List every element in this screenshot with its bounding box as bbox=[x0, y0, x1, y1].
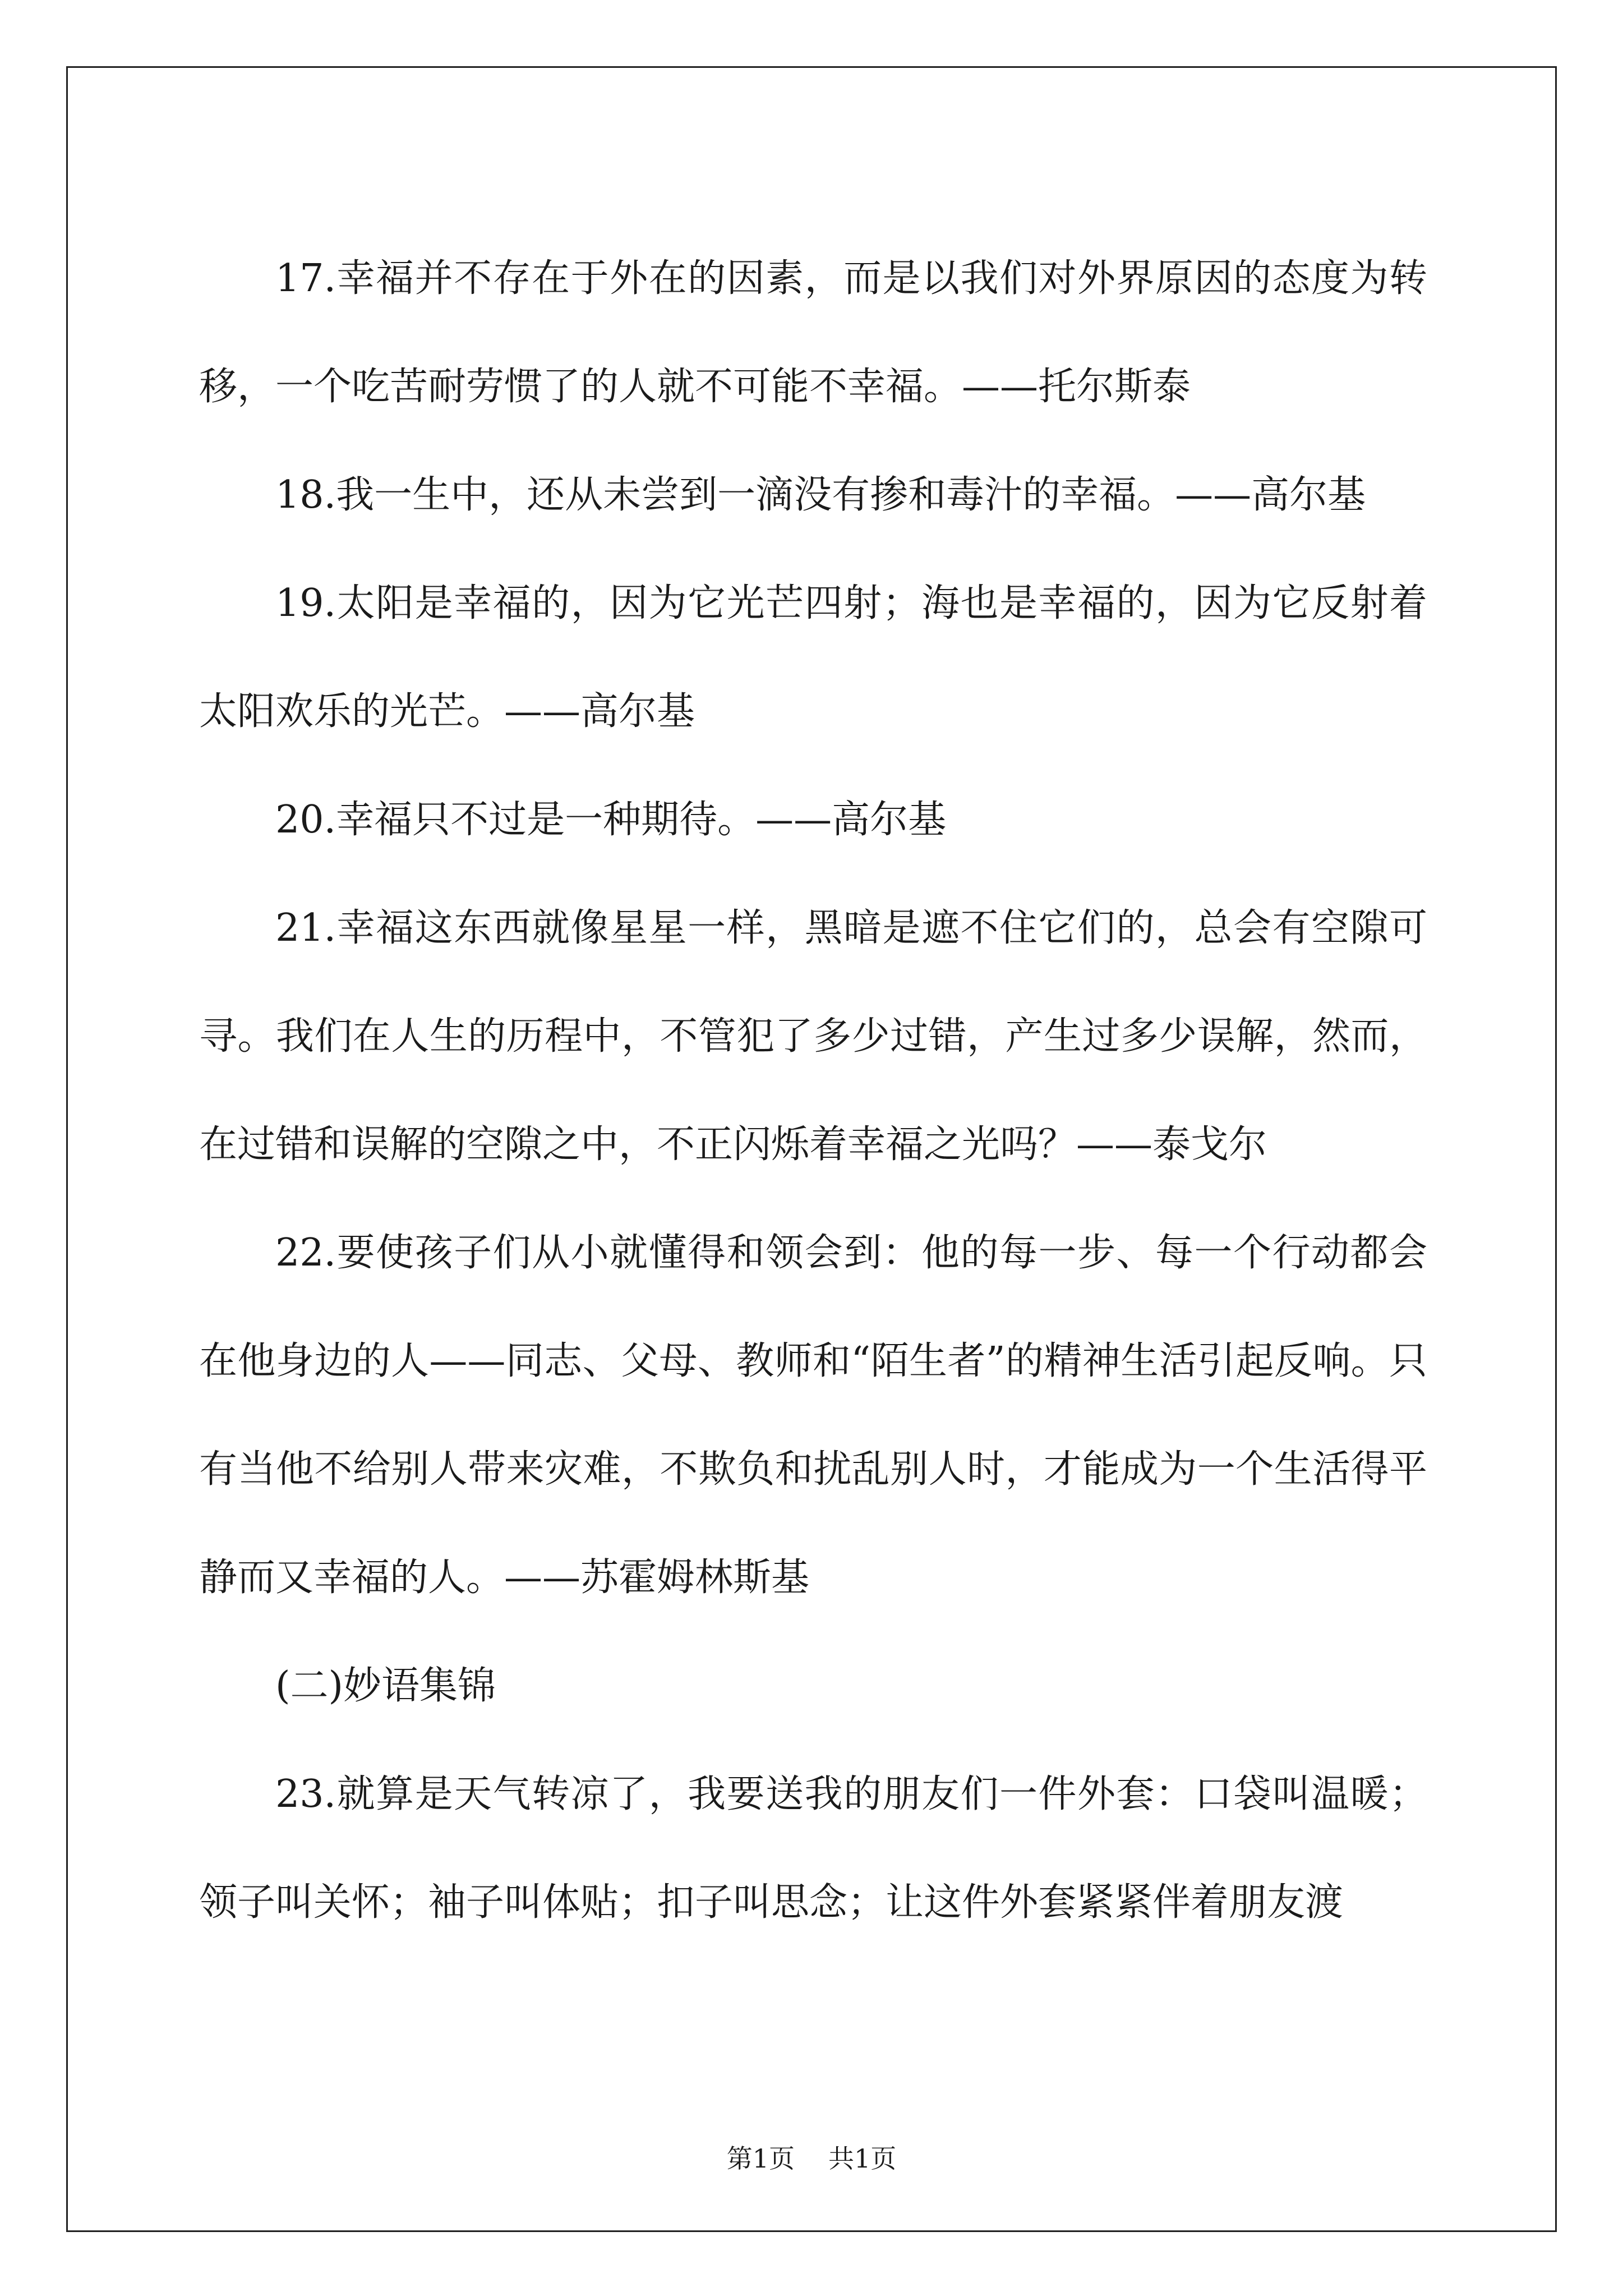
page-number: 第1页 bbox=[726, 2143, 795, 2174]
quote-paragraph-20: 20.幸福只不过是一种期待。——高尔基 bbox=[275, 798, 947, 842]
section-heading: (二)妙语集锦 bbox=[275, 1664, 496, 1708]
page-footer bbox=[0, 2142, 1623, 2175]
quote-paragraph-19: 19.太阳是幸福的，因为它光芒四射；海也是幸福的，因为它反射着太阳欢乐的光芒。——高尔基 bbox=[199, 581, 1427, 734]
quote-paragraph-23: 23.就算是天气转凉了，我要送我的朋友们一件外套：口袋叫温暖；领子叫关怀；袖子叫体贴；扣子叫思念；让这件外套紧紧伴着朋友渡 bbox=[199, 1772, 1427, 1925]
quote-paragraph-21: 21.幸福这东西就像星星一样，黑暗是遮不住它们的，总会有空隙可寻。我们在人生的历程中，不管犯了多少过错，产生过多少误解，然而，在过错和误解的空隙之中，不正闪烁着幸福之光吗？——泰戈尔 bbox=[199, 906, 1427, 1167]
quote-paragraph-18: 18.我一生中，还从未尝到一滴没有掺和毒汁的幸福。——高尔基 bbox=[275, 473, 1366, 517]
page-total: 共1页 bbox=[828, 2143, 897, 2174]
quote-paragraph-17: 17.幸福并不存在于外在的因素，而是以我们对外界原因的态度为转移，一个吃苦耐劳惯了的人就不可能不幸福。——托尔斯泰 bbox=[199, 256, 1427, 409]
document-body bbox=[199, 224, 1427, 1957]
quote-paragraph-22: 22.要使孩子们从小就懂得和领会到：他的每一步、每一个行动都会在他身边的人——同志、父母、教师和“陌生者”的精神生活引起反响。只有当他不给别人带来灾难，不欺负和扰乱别人时，才能成为一个生活得平静而又幸福的人。——苏霍姆林斯基 bbox=[199, 1231, 1427, 1600]
